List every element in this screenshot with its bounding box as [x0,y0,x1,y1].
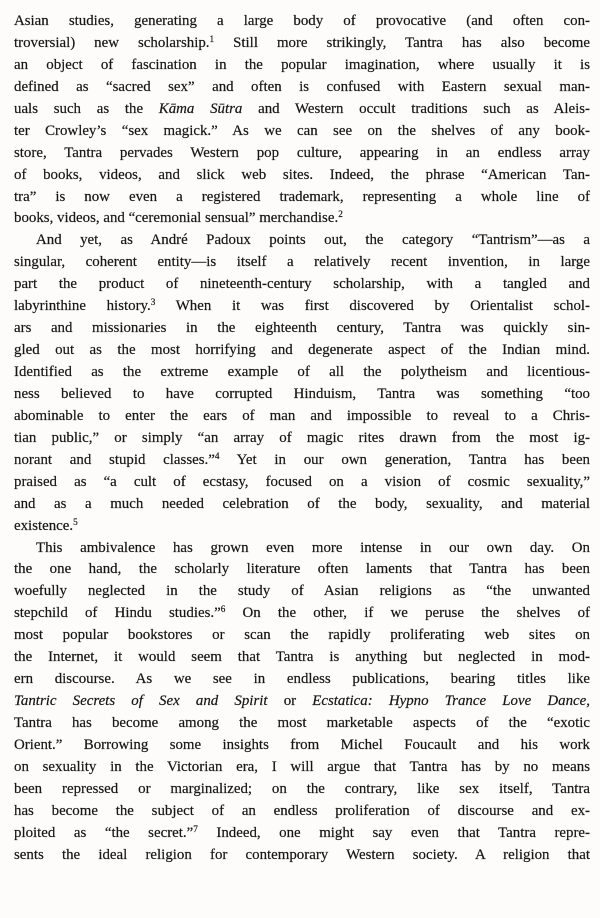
text-line [14,625,590,647]
text-run: On the other, if we peruse the shelves of [225,605,590,622]
footnote-marker: 1 [209,33,215,44]
footnote-marker: 6 [220,604,226,615]
text-run: labyrinthine history. [14,298,151,315]
text-run: on sexuality in the Victorian era, I will argue that Tantra has by no means [14,758,590,775]
text-run: and as a much needed celebration of the body, sexuality, and material [14,495,590,512]
footnote-marker: 2 [338,209,343,220]
text-line [14,428,590,450]
text-run: has become the subject of an endless proliferation of discourse and ex- [14,802,590,819]
text-run: Identified as the extreme example of all the polytheism and licentious- [14,364,590,380]
text-run: sents the ideal religion for contemporary Western society. A religion that [14,846,590,863]
text-line [14,757,590,779]
text-line [14,296,590,318]
text-run: ars and missionaries in the eighteenth century, Tantra was quickly sin- [14,320,590,337]
text-run: Indeed, one might say even that Tantra repre- [197,824,590,841]
text-line [14,691,590,713]
text-run: ern discourse. As we see in endless publications, bearing titles like [14,671,590,688]
text-run: praised as “a cult of ecstasy, focused on a vision of cosmic sexuality,” [14,473,590,490]
italic-title: Ecstatica: Hypno Trance Love Dance [312,693,587,710]
text-run: Yet in our own generation, Tantra has been [219,451,590,468]
text-run: and Western occult traditions such as Aleis- [242,100,590,117]
text-line [14,845,590,867]
footnote-marker: 4 [214,450,220,461]
text-run: norant and stupid classes.” [14,451,215,468]
text-run: When it was first discovered by Orientalist schol- [155,298,590,315]
text-run: ness believed to have corrupted Hinduism, Tantra was something “too [14,385,590,402]
text-run: part the product of nineteenth-century scholarship, with a tangled and [14,276,590,293]
body-text [14,11,590,867]
footnote-marker: 7 [193,823,198,834]
text-line [14,823,590,845]
text-line [14,274,590,296]
text-run: woefully neglected in the study of Asian religions as “the unwanted [14,583,590,600]
text-run: store, Tantra pervades Western pop culture, appearing in an endless array [14,144,590,161]
text-line [14,406,590,428]
text-line [14,559,590,581]
text-run: uals such as the [14,100,159,117]
italic-title: Kāma Sūtra [158,100,243,117]
text-run: gled out as the most horrifying and degenerate aspect of the Indian mind. [14,342,590,359]
text-run: troversial) new scholarship. [14,34,210,51]
text-run: tra” is now even a registered trademark, representing a whole line of [14,188,590,205]
text-line [14,516,590,538]
text-line [14,384,590,406]
text-run: or [267,693,313,710]
text-line [14,450,590,472]
text-line [14,77,590,99]
text-run: singular, coherent entity—is itself a relatively recent invention, in large [14,254,590,271]
text-run: most popular bookstores or scan the rapidly proliferating web sites on [14,627,590,644]
text-run: existence. [14,517,74,534]
text-run: ter Crowley’s “sex magick.” As we can see on the shelves of any book- [14,122,590,139]
text-run: This ambivalence has grown even more intense in our own day. On [36,539,590,556]
text-run: ploited as “the secret.” [14,824,194,841]
text-run: , [586,693,590,710]
text-run: Orient.” Borrowing some insights from Michel Foucault and his work [14,736,590,753]
text-run: of books, videos, and slick web sites. Indeed, the phrase “American Tan- [14,166,590,183]
text-run: an object of fascination in the popular imagination, where usually it is [14,56,590,73]
text-line [14,801,590,823]
text-line [14,318,590,340]
text-line [14,55,590,77]
text-run: been repressed or marginalized; on the contrary, like sex itself, Tantra [14,780,590,797]
text-line [14,494,590,516]
text-run: tian public,” or simply “an array of magic rites drawn from the most ig- [14,429,590,446]
text-line [14,187,590,209]
text-line [14,11,590,33]
text-run: the Internet, it would seem that Tantra is anything but neglected in mod- [14,649,590,666]
text-line [14,121,590,143]
text-line [14,603,590,625]
text-line [14,99,590,121]
text-line [14,340,590,362]
text-run: Still more strikingly, Tantra has also become [214,34,590,51]
text-line [14,230,590,252]
text-line [14,538,590,560]
text-run: stepchild of Hindu studies.” [14,605,221,622]
text-line [14,581,590,603]
text-run: Asian studies, generating a large body of provocative (and often con- [14,13,590,29]
text-line [14,647,590,669]
text-line [14,165,590,187]
text-run: books, videos, and “ceremonial sensual” merchandise. [14,210,339,227]
footnote-marker: 5 [73,516,78,527]
text-run: abominable to enter the ears of man and impossible to reveal to a Chris- [14,407,590,424]
text-run: And yet, as André Padoux points out, the category “Tantrism”—as a [36,232,590,249]
text-line [14,143,590,165]
text-line [14,208,590,230]
footnote-marker: 3 [150,297,156,308]
text-line [14,33,590,55]
text-line [14,669,590,691]
text-line [14,713,590,735]
text-run: defined as “sacred sex” and often is confused with Eastern sexual man- [14,78,590,95]
text-run: Tantra has become among the most marketable aspects of the “exotic [14,715,590,731]
text-line [14,735,590,757]
italic-title: Tantric Secrets of Sex and Spirit [14,693,268,710]
text-line [14,779,590,801]
text-line [14,472,590,494]
text-line [14,362,590,384]
text-line [14,252,590,274]
text-run: the one hand, the scholarly literature often laments that Tantra has been [14,561,590,578]
